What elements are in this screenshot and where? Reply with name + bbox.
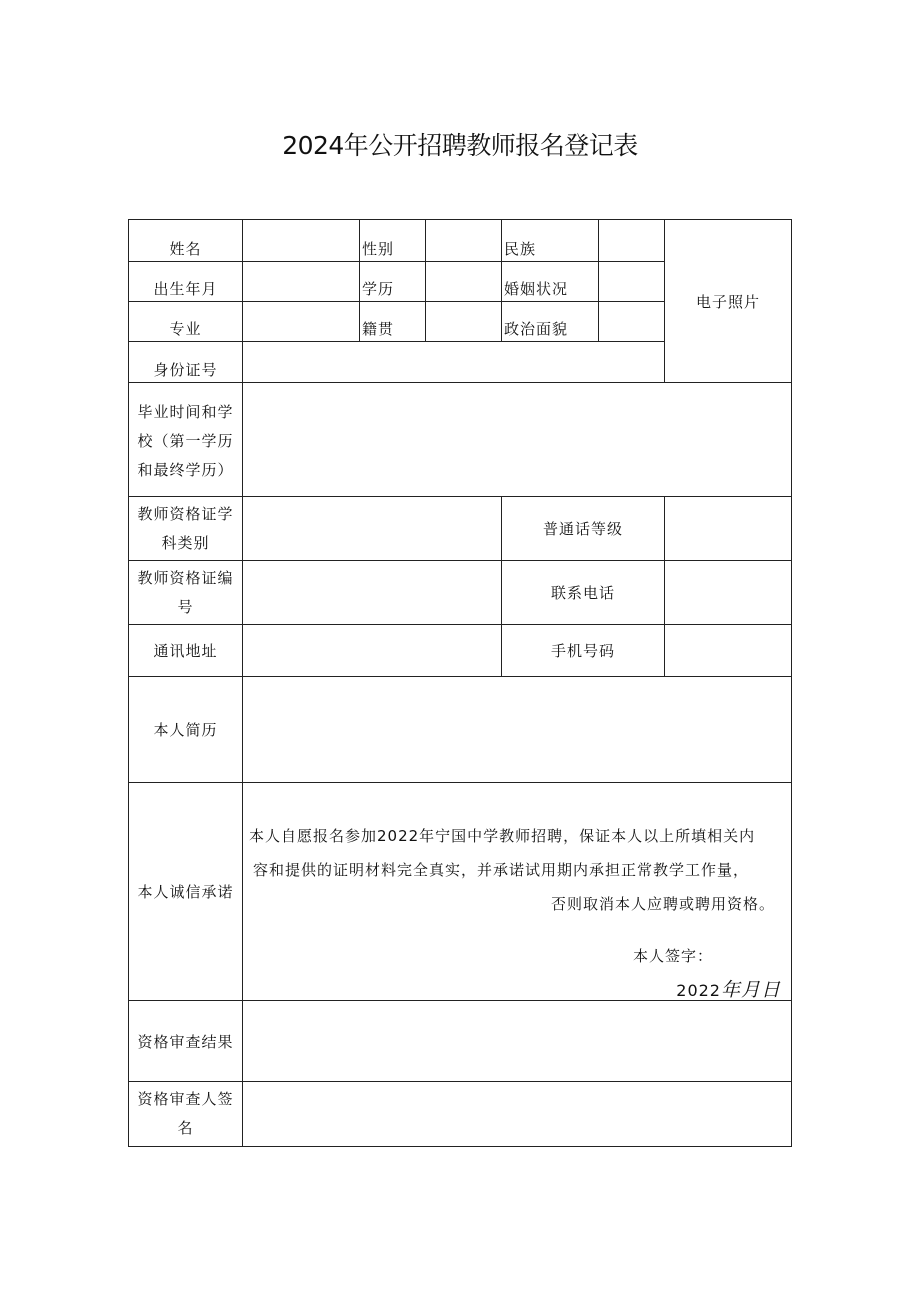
name-label: 姓名 bbox=[129, 220, 243, 262]
birth-label: 出生年月 bbox=[129, 262, 243, 302]
reviewer-signature-label-line1: 资格审查人签 bbox=[137, 1090, 234, 1108]
native-field[interactable] bbox=[426, 302, 502, 342]
reviewer-signature-label-line2: 名 bbox=[177, 1119, 194, 1137]
cert-number-label-line2: 号 bbox=[177, 597, 194, 616]
address-label: 通讯地址 bbox=[129, 625, 243, 677]
graduation-field[interactable] bbox=[243, 383, 792, 497]
registration-form bbox=[128, 219, 792, 1147]
education-field[interactable] bbox=[426, 262, 502, 302]
birth-field[interactable] bbox=[243, 262, 360, 302]
mandarin-field[interactable] bbox=[665, 497, 792, 561]
promise-label: 本人诚信承诺 bbox=[129, 783, 243, 1001]
photo-box[interactable]: 电子照片 bbox=[665, 220, 792, 383]
gender-field[interactable] bbox=[426, 220, 502, 262]
native-label: 籍贯 bbox=[360, 302, 426, 342]
graduation-label-line1: 毕业时间和学 bbox=[137, 403, 234, 421]
resume-field[interactable] bbox=[243, 677, 792, 783]
cert-subject-field[interactable] bbox=[243, 497, 502, 561]
address-field[interactable] bbox=[243, 625, 502, 677]
cert-subject-label-line2: 科类别 bbox=[161, 533, 210, 552]
resume-label: 本人简历 bbox=[129, 677, 243, 783]
ethnicity-field[interactable] bbox=[599, 220, 665, 262]
id-label: 身份证号 bbox=[129, 342, 243, 383]
phone-field[interactable] bbox=[665, 561, 792, 625]
reviewer-signature-field[interactable] bbox=[243, 1082, 792, 1147]
review-result-label: 资格审查结果 bbox=[129, 1001, 243, 1082]
major-label: 专业 bbox=[129, 302, 243, 342]
mandarin-label: 普通话等级 bbox=[502, 497, 665, 561]
cert-subject-label-line1: 教师资格证学 bbox=[137, 504, 234, 523]
page-title: 2024年公开招聘教师报名登记表 bbox=[282, 131, 638, 160]
mobile-field[interactable] bbox=[665, 625, 792, 677]
political-label: 政治面貌 bbox=[502, 302, 599, 342]
review-result-field[interactable] bbox=[243, 1001, 792, 1082]
signature-label: 本人签字： bbox=[632, 947, 713, 965]
cert-number-label-line1: 教师资格证编 bbox=[137, 568, 234, 587]
political-field[interactable] bbox=[599, 302, 665, 342]
graduation-label bbox=[129, 383, 243, 497]
gender-label: 性别 bbox=[360, 220, 426, 262]
name-field[interactable] bbox=[243, 220, 360, 262]
id-field[interactable] bbox=[243, 342, 665, 383]
cert-subject-label bbox=[129, 497, 243, 561]
education-label: 学历 bbox=[360, 262, 426, 302]
promise-line1: 本人自愿报名参加2022年宁国中学教师招聘，保证本人以上所填相关内 bbox=[249, 827, 756, 845]
signature-date-year: 2022 bbox=[676, 981, 721, 1000]
marital-field[interactable] bbox=[599, 262, 665, 302]
signature-date bbox=[676, 975, 781, 1002]
ethnicity-label: 民族 bbox=[502, 220, 599, 262]
mobile-label: 手机号码 bbox=[502, 625, 665, 677]
marital-label: 婚姻状况 bbox=[502, 262, 599, 302]
promise-line2: 容和提供的证明材料完全真实，并承诺试用期内承担正常教学工作量， bbox=[253, 861, 750, 879]
cert-number-field[interactable] bbox=[243, 561, 502, 625]
graduation-label-line3: 和最终学历） bbox=[137, 461, 234, 479]
promise-text bbox=[243, 783, 791, 921]
cert-number-label bbox=[129, 561, 243, 625]
graduation-label-line2: 校（第一学历 bbox=[137, 432, 234, 450]
promise-line3: 否则取消本人应聘或聘用资格。 bbox=[550, 895, 775, 913]
promise-cell bbox=[243, 783, 792, 1001]
reviewer-signature-label bbox=[129, 1082, 243, 1147]
major-field[interactable] bbox=[243, 302, 360, 342]
signature-date-rest: 年月日 bbox=[720, 979, 781, 1001]
phone-label: 联系电话 bbox=[502, 561, 665, 625]
